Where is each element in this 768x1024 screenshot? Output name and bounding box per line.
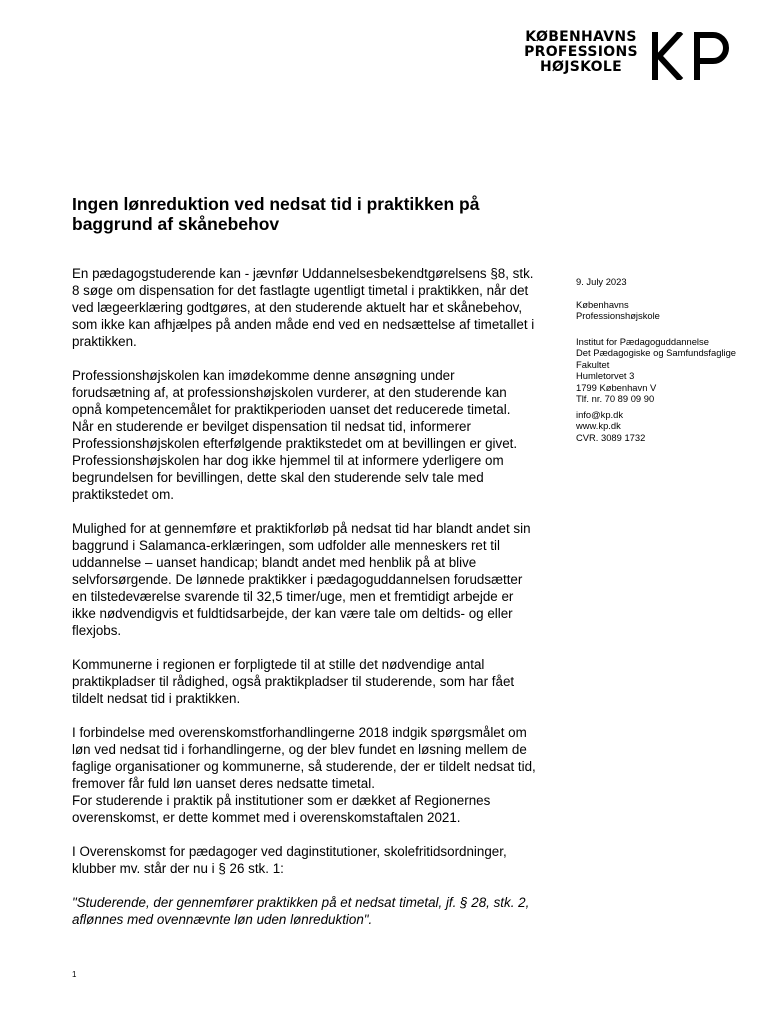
paragraph: Professionshøjskolen har dog ikke hjemmel til at informere yderligere om begrundelsen for bevillingen, dette skal den studerende selv tale med praktikstedet om.	[72, 453, 504, 502]
paragraph: En pædagogstuderende kan - jævnfør Uddannelsesbekendtgørelsens §8, stk. 8 søge om dispensation for det fastlagte ugentligt timetal i praktikken, når det ved lægeerklæring godtgøres, at den studerende aktuelt har et skånebehov, som ikke kan afhjælpes på anden måde end ved en nedsættelse af timetallet i praktikken.	[72, 266, 535, 349]
phone-number: Tlf. nr. 70 89 09 90	[576, 393, 655, 404]
faculty-line-1: Det Pædagogiske og Samfundsfaglige	[576, 347, 736, 358]
website: www.kp.dk	[576, 420, 621, 431]
paragraph: Når en studerende er bevilget dispensation til nedsat tid, informerer Professionshøjskolen efterfølgende praktikstedet om at bevillingen er givet.	[72, 419, 518, 451]
cvr-number: CVR. 3089 1732	[576, 431, 646, 443]
contact-info	[576, 409, 756, 444]
faculty-line-2: Fakultet	[576, 358, 610, 370]
paragraph: I forbindelse med overenskomstforhandlingerne 2018 indgik spørgsmålet om løn ved nedsat tid i forhandlingerne, og der blev fundet en løsning mellem de faglige organisationer og kommunerne, så studerende, der er tildelt nedsat tid, fremover får fuld løn uanset deres nedsatte timetal.	[72, 725, 536, 791]
org-name	[576, 299, 756, 322]
org-name-line-2: Professionshøjskole	[576, 310, 660, 321]
logo-line-2: PROFESSIONS	[524, 44, 638, 60]
document-date: 9. July 2023	[576, 276, 627, 287]
paragraph: Kommunerne i regionen er forpligtede til at stille det nødvendige antal praktikpladser til rådighed, også praktikpladser til studerende, som har fået tildelt nedsat tid i praktikken.	[72, 657, 515, 706]
page-number: 1	[72, 970, 77, 979]
paragraph: For studerende i praktik på institutioner som er dækket af Regionernes overenskomst, er dette kommet med i overenskomstaftalen 2021.	[72, 793, 491, 825]
institute-name: Institut for Pædagoguddannelse	[576, 335, 709, 347]
paragraph: I Overenskomst for pædagoger ved daginstitutioner, skolefritidsordninger, klubber mv. står der nu i § 26 stk. 1:	[72, 844, 507, 876]
institute-info	[576, 336, 756, 405]
email-address: info@kp.dk	[576, 408, 624, 420]
paragraph: Mulighed for at gennemføre et praktikforløb på nedsat tid har blandt andet sin baggrund i Salamanca-erklæringen, som udfolder alle menneskers ret til uddannelse – uanset handicap; blandt andet med henblik på at blive selvforsørgende. De lønnede praktikker i pædagoguddannelsen forudsætter en tilstedeværelse svarende til 32,5 timer/uge, men et fremtidigt arbejde er ikke nødvendigvis et fuldtidsarbejde, der kan være tale om deltids- og eller flexjobs.	[72, 521, 531, 638]
quote: "Studerende, der gennemfører praktikken på et nedsat timetal, jf. § 28, stk. 2, aflønnes med ovennævnte løn uden lønreduktion".	[72, 895, 530, 927]
paragraph: Professionshøjskolen kan imødekomme denne ansøgning under forudsætning af, at professionshøjskolen vurderer, at den studerende kan opnå kompetencemålet for praktikperioden uanset det reducerede timetal.	[72, 368, 511, 417]
city-address: 1799 København V	[576, 381, 657, 393]
logo-line-1: KØBENHAVNS	[525, 29, 637, 45]
sender-info	[576, 276, 756, 443]
org-name-line-1: Københavns	[576, 298, 629, 310]
document-body	[72, 265, 536, 928]
kp-logo	[517, 30, 737, 82]
kp-monogram-icon	[651, 32, 735, 80]
logo-wordmark	[517, 30, 645, 75]
document-title: Ingen lønreduktion ved nedsat tid i praktikken på baggrund af skånebehov	[72, 194, 480, 234]
logo-line-3: HØJSKOLE	[540, 59, 622, 75]
street-address: Humletorvet 3	[576, 370, 635, 381]
